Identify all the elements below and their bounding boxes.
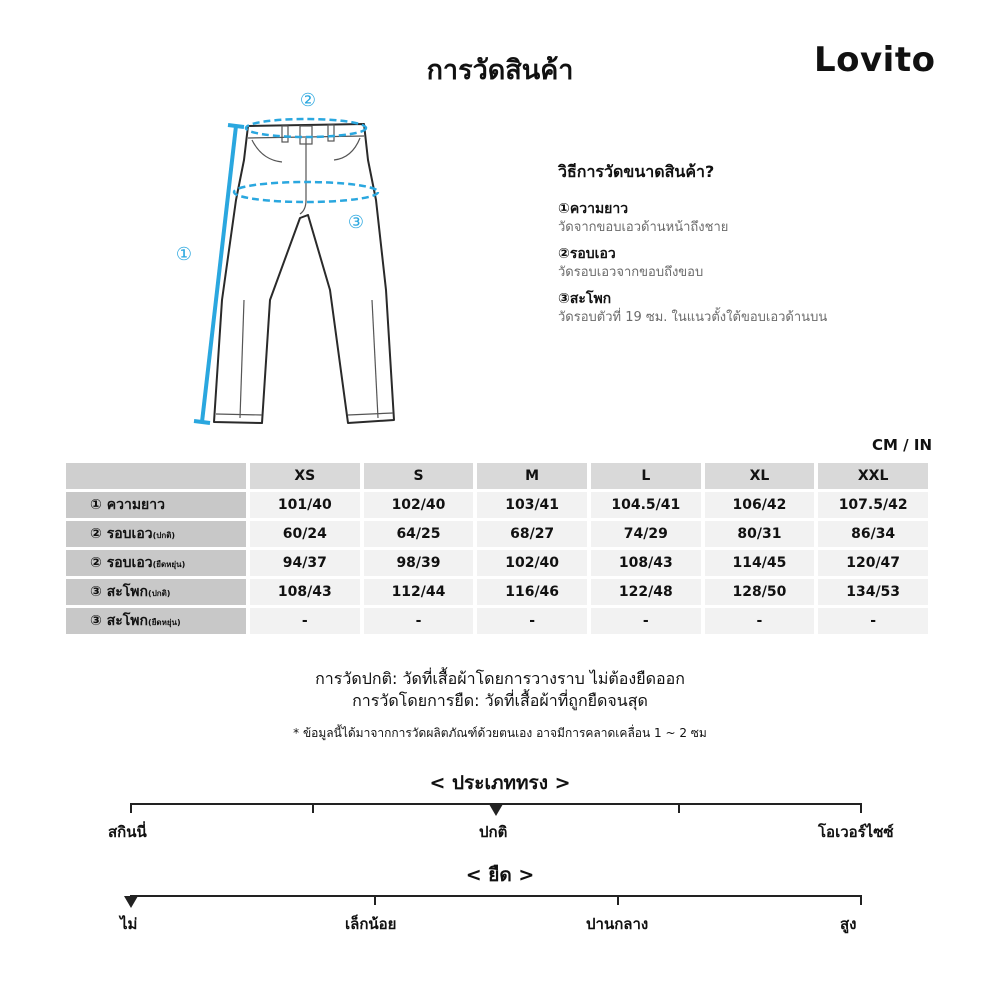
unit-label: CM / IN (872, 436, 932, 454)
measuring-guide (558, 160, 958, 334)
table-row (66, 608, 928, 634)
size-header: S (364, 463, 474, 489)
table-cell: 86/34 (818, 521, 928, 547)
table-cell: 74/29 (591, 521, 701, 547)
table-cell: - (477, 608, 587, 634)
size-table (62, 460, 932, 637)
size-header: L (591, 463, 701, 489)
table-row (66, 492, 928, 518)
table-cell: 128/50 (705, 579, 815, 605)
marker-waist: ② (299, 90, 317, 111)
table-cell: 116/46 (477, 579, 587, 605)
stretch-scale-title: < ยืด > (465, 864, 535, 886)
table-cell: 94/37 (250, 550, 360, 576)
fit-scale-bar (0, 798, 1000, 818)
table-cell: 114/45 (705, 550, 815, 576)
table-cell: 98/39 (364, 550, 474, 576)
table-cell: 68/27 (477, 521, 587, 547)
guide-item-desc: วัดรอบตัวที่ 19 ซม. ในแนวตั้งใต้ขอบเอวด้านบน (558, 310, 828, 325)
note-flat-measure: การวัดปกติ: วัดที่เสื้อผ้าโดยการวางราบ ไม่ต้องยืดออก (315, 669, 685, 688)
table-cell: 104.5/41 (591, 492, 701, 518)
marker-hip: ③ (347, 212, 365, 233)
table-cell: 102/40 (364, 492, 474, 518)
guide-title: วิธีการวัดขนาดสินค้า? (558, 162, 715, 181)
pants-diagram (160, 82, 420, 434)
table-cell: 64/25 (364, 521, 474, 547)
stretch-scale-marker (124, 896, 138, 908)
row-label: ③ สะโพก(ยืดหยุ่น) (66, 608, 246, 634)
table-cell: - (364, 608, 474, 634)
table-cell: - (705, 608, 815, 634)
hem-right (348, 413, 393, 415)
note-disclaimer: * ข้อมูลนี้ได้มาจากการวัดผลิตภัณฑ์ด้วยตนเอง อาจมีการคลาดเคลื่อน 1 ~ 2 ซม (293, 726, 707, 740)
size-header: XXL (818, 463, 928, 489)
guide-item-desc: วัดจากขอบเอวด้านหน้าถึงชาย (558, 220, 729, 235)
table-cell: 108/43 (250, 579, 360, 605)
table-cell: 102/40 (477, 550, 587, 576)
fit-label-skinny: สกินนี่ (108, 823, 147, 841)
stretch-label-medium: ปานกลาง (586, 915, 649, 933)
table-cell: 108/43 (591, 550, 701, 576)
table-cell: - (591, 608, 701, 634)
marker-length: ① (175, 244, 193, 265)
table-cell: 101/40 (250, 492, 360, 518)
fit-label-regular: ปกติ (479, 823, 508, 841)
belt-loop-right (328, 125, 334, 141)
stretch-scale-bar (0, 890, 1000, 910)
table-corner-cell (66, 463, 246, 489)
table-row (66, 521, 928, 547)
size-header: M (477, 463, 587, 489)
row-label: ② รอบเอว(ปกติ) (66, 521, 246, 547)
page-title: การวัดสินค้า (426, 55, 574, 86)
table-cell: 106/42 (705, 492, 815, 518)
hem-left (216, 414, 262, 415)
row-label: ③ สะโพก(ปกติ) (66, 579, 246, 605)
brand-logo: Lovito (814, 40, 936, 80)
table-cell: 60/24 (250, 521, 360, 547)
size-header: XL (705, 463, 815, 489)
table-cell: 112/44 (364, 579, 474, 605)
table-cell: 120/47 (818, 550, 928, 576)
knee-crease-right (372, 300, 378, 418)
row-label: ① ความยาว (66, 492, 246, 518)
table-cell: 103/41 (477, 492, 587, 518)
table-cell: 134/53 (818, 579, 928, 605)
table-row (66, 579, 928, 605)
guide-item-title: ③สะโพก (558, 291, 612, 307)
stretch-label-slight: เล็กน้อย (345, 915, 397, 933)
table-cell: 80/31 (705, 521, 815, 547)
table-row (66, 550, 928, 576)
fit-label-oversize: โอเวอร์ไซซ์ (818, 823, 894, 841)
size-header: XS (250, 463, 360, 489)
measurement-notes (0, 668, 1000, 743)
length-measure-line (202, 126, 236, 422)
table-cell: 107.5/42 (818, 492, 928, 518)
row-label: ② รอบเอว(ยืดหยุ่น) (66, 550, 246, 576)
table-cell: - (818, 608, 928, 634)
stretch-label-high: สูง (840, 915, 857, 933)
belt-loop-left (282, 126, 288, 142)
table-cell: 122/48 (591, 579, 701, 605)
note-stretch-measure: การวัดโดยการยืด: วัดที่เสื้อผ้าที่ถูกยืดจนสุด (352, 691, 648, 710)
waist-measure-ellipse (246, 119, 366, 137)
fit-scale-title: < ประเภททรง > (429, 772, 571, 794)
guide-item-title: ②รอบเอว (558, 246, 616, 262)
table-header-row (66, 463, 928, 489)
front-pocket-left (252, 140, 282, 162)
knee-crease-left (240, 300, 244, 418)
fit-scale-marker (489, 804, 503, 816)
guide-item-title: ①ความยาว (558, 201, 629, 217)
stretch-label-none: ไม่ (120, 915, 138, 933)
table-cell: - (250, 608, 360, 634)
guide-item-desc: วัดรอบเอวจากขอบถึงขอบ (558, 265, 704, 280)
front-pocket-right (334, 138, 360, 160)
